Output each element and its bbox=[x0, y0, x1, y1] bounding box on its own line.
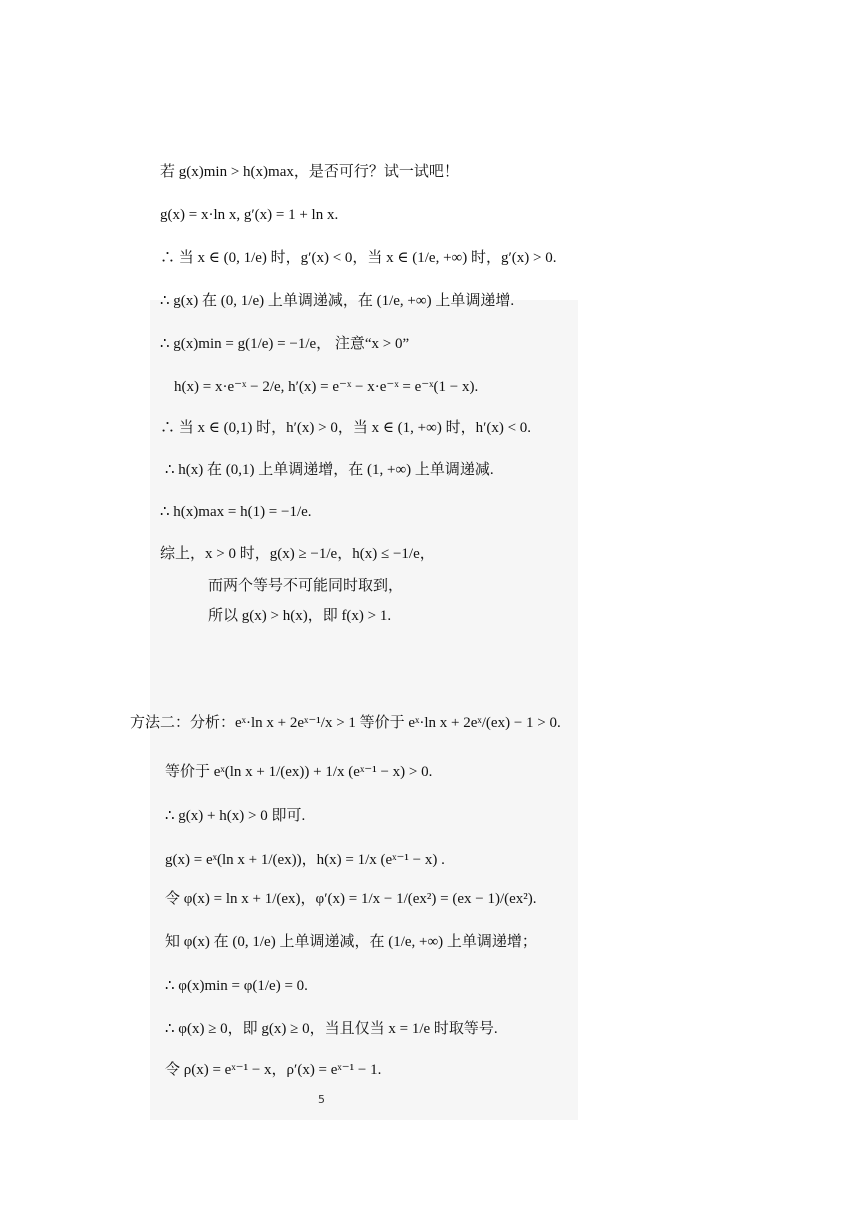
text-line-17: 令 φ(x) = ln x + 1/(ex)，φ′(x) = 1/x − 1/(ex²) = (ex − 1)/(ex²). bbox=[165, 891, 537, 907]
text-line-4: ∴ g(x) 在 (0, 1/e) 上单调递减，在 (1/e, +∞) 上单调递增. bbox=[160, 293, 515, 309]
text-line-14: 等价于 eˣ(ln x + 1/(ex)) + 1/x (eˣ⁻¹ − x) > 0. bbox=[165, 764, 433, 780]
text-line-13: 方法二：分析：eˣ·ln x + 2eˣ⁻¹/x > 1 等价于 eˣ·ln x + 2eˣ/(ex) − 1 > 0. bbox=[130, 715, 561, 731]
text-line-2: g(x) = x·ln x, g′(x) = 1 + ln x. bbox=[160, 207, 339, 223]
page-number: 5 bbox=[318, 1093, 325, 1106]
text-line-1: 若 g(x)min > h(x)max，是否可行？试一试吧！ bbox=[160, 164, 459, 180]
text-line-18: 知 φ(x) 在 (0, 1/e) 上单调递减，在 (1/e, +∞) 上单调递增； bbox=[165, 934, 537, 950]
text-line-21: 令 ρ(x) = eˣ⁻¹ − x，ρ′(x) = eˣ⁻¹ − 1. bbox=[165, 1062, 382, 1078]
text-line-20: ∴ φ(x) ≥ 0，即 g(x) ≥ 0，当且仅当 x = 1/e 时取等号. bbox=[165, 1021, 498, 1037]
text-line-10: 综上，x > 0 时，g(x) ≥ −1/e，h(x) ≤ −1/e， bbox=[160, 546, 435, 562]
text-line-15: ∴ g(x) + h(x) > 0 即可. bbox=[165, 808, 306, 824]
text-line-7: ∴ 当 x ∈ (0,1) 时，h′(x) > 0，当 x ∈ (1, +∞) 时，h′(x) < 0. bbox=[160, 420, 532, 436]
text-line-12: 所以 g(x) > h(x)，即 f(x) > 1. bbox=[208, 608, 392, 624]
text-line-8: ∴ h(x) 在 (0,1) 上单调递增，在 (1, +∞) 上单调递减. bbox=[165, 462, 494, 478]
text-line-16: g(x) = eˣ(ln x + 1/(ex))，h(x) = 1/x (eˣ⁻¹ − x) . bbox=[165, 852, 445, 868]
text-line-9: ∴ h(x)max = h(1) = −1/e. bbox=[160, 504, 312, 520]
text-line-6: h(x) = x·e⁻ˣ − 2/e, h′(x) = e⁻ˣ − x·e⁻ˣ = e⁻ˣ(1 − x). bbox=[174, 379, 479, 395]
text-line-5: ∴ g(x)min = g(1/e) = −1/e， 注意“x > 0” bbox=[160, 336, 410, 352]
text-line-3: ∴ 当 x ∈ (0, 1/e) 时，g′(x) < 0，当 x ∈ (1/e, +∞) 时，g′(x) > 0. bbox=[160, 250, 557, 266]
text-line-19: ∴ φ(x)min = φ(1/e) = 0. bbox=[165, 978, 308, 994]
text-line-11: 而两个等号不可能同时取到， bbox=[208, 578, 404, 594]
